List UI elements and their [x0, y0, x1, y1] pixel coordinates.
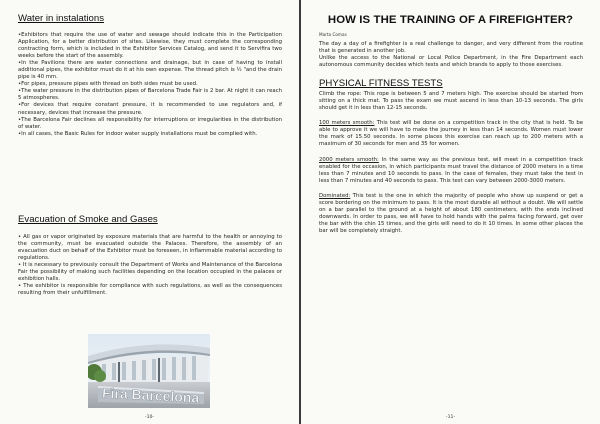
- page-number-left: -10-: [144, 415, 155, 420]
- paragraph: • The exhibitor is responsible for compliance with such regulations, as well as the consequences resulting from their unfulfillment.: [18, 283, 282, 297]
- intro: [319, 41, 583, 69]
- climb-rope-text: Climb the rope: This rope is between 5 and 7 meters high. The exercise should be started from sitting on a thick mat. To pass the exam we must ascend in less than 10-13 seconds. The girls should get it in less than 12-15 seconds.: [319, 91, 583, 112]
- paragraph: •Exhibitors that require the use of water and sewage should indicate this in the Participation Application, for a better distribution of sites. Likewise, they must complete the corresponding contracting form, which is included in the Exhibitor Services Catalog, and send it to Servifira two weeks before the start of the assembly.: [18, 32, 282, 60]
- intro-paragraph: Unlike the access to the National or Local Police Department, in the Fire Department each autonomous community decides which tests and which brands to apply to those exercises.: [319, 55, 583, 69]
- test-100m-text: This test will be done on a competition track in the city that is held. To be able to approve it we will have to make the journey in less than 14 seconds. Women must lower the mark of 15.50 seconds. In some places this exercise can reach up to 200 meters with a maximum of 30 seconds for men and 35 for women.: [319, 120, 583, 148]
- page-number-right: -11-: [445, 415, 456, 420]
- climb-rope-test: [319, 91, 583, 112]
- left-page: [0, 0, 299, 424]
- test-100m: [319, 120, 583, 148]
- water-section: [18, 13, 282, 138]
- test-100m-label: 100 meters smooth:: [319, 120, 375, 127]
- paragraph: •In all cases, the Basic Rules for indoor water supply installations must be complied with.: [18, 130, 258, 137]
- paragraph: •For devices that require constant pressure, it is recommended to use regulators and, if necessary, devices that increase the pressure.: [18, 102, 282, 116]
- water-section-body: [18, 32, 282, 138]
- test-2000m-text: In the same way as the previous test, will meet in a competition track enabled for the occasion, in which participants must travel the distance of 2000 meters in a time less than 7 minutes and 10 seconds to pass. In the case of females, they must take the test in less than 7 minutes and 40 seconds to pass. This test can vary between 2000-3000 meters.: [319, 156, 583, 184]
- paragraph: •For pipes, pressure pipes with thread on both sides must be used.: [18, 81, 198, 88]
- dominated-text: This test is the one in which the majority of people who show up suspend or get a score bordering on the minimum to pass. It is the most durable all without a doubt. We will settle on a bar parallel to the ground at a height of about 180 centimeters, with the ends inclined downwards. In order to pass, we will have to hold hands with the palms facing forward, get over the bar with the chin 15 times, and the girls will need to do it 10 times. In some other places the bar will be completely straight.: [319, 192, 583, 234]
- author-name: Marta Comas: [319, 32, 347, 37]
- test-2000m-label: 2000 meters smooth:: [319, 156, 379, 163]
- paragraph: • It is necessary to previously consult the Department of Works and Maintenance of the Barcelona Fair the possibility of making such facilities depending on the location occupied in the palaces or exhibition halls.: [18, 262, 282, 283]
- dominated-label: Dominated:: [319, 192, 351, 199]
- article-title: HOW IS THE TRAINING OF A FIREFIGHTER?: [327, 14, 574, 26]
- paragraph: • All gas or vapor originated by exposure materials that are harmful to the health or annoying to the community, must be evacuated outside the Palaces. Therefore, the assembly of an evacuation duct on behalf of the Exhibitor must be foreseen, in inflammable material according to regulations.: [18, 234, 282, 262]
- fitness-section-title: PHYSICAL FITNESS TESTS: [319, 78, 443, 90]
- article-body: [319, 32, 583, 235]
- test-2000m: [319, 157, 583, 185]
- intro-paragraph: The day a day of a firefighter is a real challenge to danger, and very different from the routine that is generated in another job.: [319, 41, 583, 55]
- fira-barcelona-image: [88, 334, 210, 408]
- water-section-title: Water in instalations: [18, 13, 105, 24]
- right-page: [301, 0, 600, 424]
- fira-barcelona-photo: [88, 334, 210, 408]
- paragraph: •The water pressure in the distribution pipes of Barcelona Trade Fair is 2 bar. At night it can reach 5 atmospheres.: [18, 88, 282, 102]
- paragraph: •The Barcelona Fair declines all responsibility for interruptions or irregularities in the distribution of water.: [18, 116, 282, 130]
- test-dominated: [319, 193, 583, 235]
- smoke-section-title: Evacuation of Smoke and Gases: [18, 214, 158, 225]
- photo-sign-text: Fira Barcelona: [101, 384, 200, 406]
- smoke-section-body: [18, 234, 282, 297]
- paragraph: •In the Pavilions there are water connections and drainage, but in case of having to install additional pipes, the exhibitor must do it at his own expense. The thread pitch is ½ "and the drain pipe is 40 mm.: [18, 60, 282, 81]
- smoke-section: [18, 214, 282, 297]
